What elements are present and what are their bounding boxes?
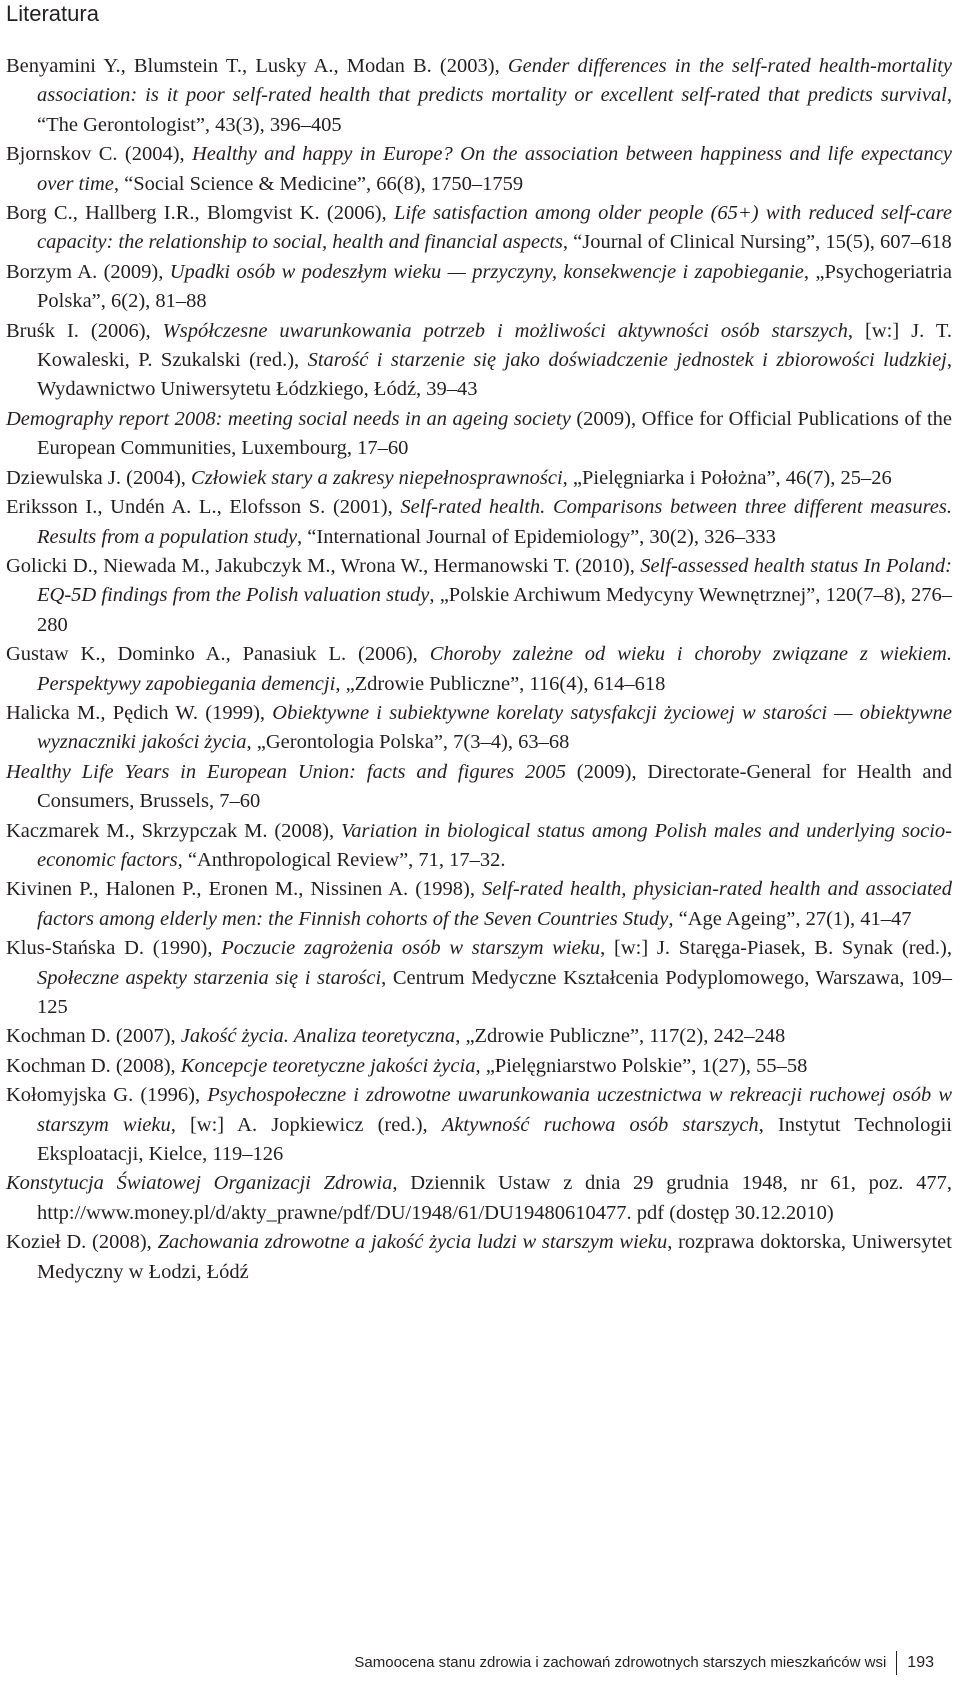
reference-entry <box>6 199 952 258</box>
reference-title-text: Człowiek stary a zakresy niepełnosprawności <box>191 466 563 489</box>
section-heading: Literatura <box>6 1 99 26</box>
reference-entry <box>6 1228 952 1287</box>
reference-text: Kivinen P., Halonen P., Eronen M., Nissinen A. (1998), <box>6 878 483 901</box>
reference-text: Kozieł D. (2008), <box>6 1231 158 1254</box>
reference-entry <box>6 1081 952 1169</box>
reference-text: Kołomyjska G. (1996), <box>6 1084 208 1107</box>
reference-title-text: Healthy Life Years in European Union: facts and figures 2005 <box>6 760 566 783</box>
reference-entry <box>6 405 952 464</box>
reference-text: Eriksson I., Undén A. L., Elofsson S. (2001), <box>6 496 401 519</box>
reference-title-text: Variation in biological status among Polish males and underlying socio-economic factors <box>37 819 952 871</box>
reference-entry <box>6 317 952 405</box>
reference-entry <box>6 875 952 934</box>
reference-text: , „Psychogeriatria Polska”, 6(2), 81–88 <box>37 260 952 313</box>
reference-entry <box>6 552 952 640</box>
reference-text: , “International Journal of Epidemiology”, 30(2), 326–333 <box>297 525 776 548</box>
reference-text: , “Journal of Clinical Nursing”, 15(5), 607–618 <box>562 231 952 254</box>
reference-title-text: Konstytucja Światowej Organizacji Zdrowia <box>6 1172 393 1195</box>
reference-title-text: Self-rated health. Comparisons between three different measures. Results from a population study <box>37 496 952 548</box>
reference-text: , „Zdrowie Publiczne”, 117(2), 242–248 <box>455 1025 786 1048</box>
reference-entry <box>6 1052 952 1081</box>
reference-title-text: Healthy and happy in Europe? On the association between happiness and life expectancy over time <box>37 143 952 195</box>
reference-title-text: Jakość życia. Analiza teoretyczna <box>180 1025 456 1048</box>
reference-text: Benyamini Y., Blumstein T., Lusky A., Modan B. (2003), <box>6 55 508 77</box>
reference-title-text: Self-assessed health status In Poland: EQ-5D findings from the Polish valuation study <box>37 554 952 607</box>
running-title: Samoocena stanu zdrowia i zachowań zdrowotnych starszych mieszkańców wsi <box>354 1654 887 1671</box>
reference-text: Gustaw K., Dominko A., Panasiuk L. (2006), <box>6 643 430 666</box>
reference-title-text: Starość i starzenie się jako doświadczenie jednostek i zbiorowości ludzkiej <box>307 349 947 372</box>
reference-text: Klus-Stańska D. (1990), <box>6 937 222 960</box>
reference-title-text: Upadki osób w podeszłym wieku — przyczyny, konsekwencje i zapobieganie <box>169 260 804 283</box>
reference-text: , „Zdrowie Publiczne”, 116(4), 614–618 <box>335 672 666 695</box>
reference-list <box>6 52 952 1287</box>
reference-text: , „Pielęgniarstwo Polskie”, 1(27), 55–58 <box>475 1054 808 1077</box>
reference-text: Borzym A. (2009), <box>6 260 170 283</box>
reference-text: Dziewulska J. (2004), <box>6 466 192 489</box>
reference-text: , „Gerontologia Polska”, 7(3–4), 63–68 <box>246 731 570 754</box>
reference-title-text: Zachowania zdrowotne a jakość życia ludzi w starszym wieku <box>157 1231 668 1254</box>
reference-title-text: Współczesne uwarunkowania potrzeb i możliwości aktywności osób starszych <box>162 319 848 342</box>
reference-text: , Centrum Medyczne Kształcenia Podyplomowego, Warszawa, 109–125 <box>37 966 952 1018</box>
reference-entry <box>6 1022 952 1051</box>
reference-text: , Instytut Technologii Eksploatacji, Kielce, 119–126 <box>37 1113 952 1166</box>
reference-text: Kaczmarek M., Skrzypczak M. (2008), <box>6 819 342 842</box>
reference-text: Kochman D. (2008), <box>6 1054 181 1077</box>
reference-text: Halicka M., Pędich W. (1999), <box>6 701 273 724</box>
reference-text: Bjornskov C. (2004), <box>6 143 192 166</box>
reference-title-text: Obiektywne i subiektywne korelaty satysfakcji życiowej w starości — obiektywne wyznaczniki jakości życia <box>37 701 953 754</box>
reference-text: , rozprawa doktorska, Uniwersytet Medyczny w Łodzi, Łódź <box>37 1231 952 1283</box>
reference-text: , [w:] A. Jopkiewicz (red.), <box>170 1113 442 1136</box>
reference-entry <box>6 640 952 699</box>
reference-title-text: Koncepcje teoretyczne jakości życia <box>180 1054 476 1077</box>
reference-text: , Dziennik Ustaw z dnia 29 grudnia 1948, nr 61, poz. 477, http://www.money.pl/d/akty_prawne/pdf/DU/1948/61/DU19480610477. pdf (dostęp 30.12.2010) <box>37 1172 952 1224</box>
reference-text: , [w:] J. T. Kowaleski, P. Szukalski (red.), <box>37 319 952 372</box>
reference-entry <box>6 699 952 758</box>
reference-title-text: Choroby zależne od wieku i choroby związane z wiekiem. Perspektywy zapobiegania demencji <box>37 643 952 695</box>
reference-text: Borg C., Hallberg I.R., Blomgvist K. (2006), <box>6 202 394 225</box>
reference-entry <box>6 464 952 493</box>
reference-title-text: Gender differences in the self-rated health-mortality association: is it poor self-rated health that predicts mortality or excellent self-rated that predicts survival <box>37 55 952 107</box>
reference-title-text: Aktywność ruchowa osób starszych <box>441 1113 759 1136</box>
reference-entry <box>6 758 952 817</box>
reference-title-text: Self-rated health, physician-rated health and associated factors among elderly men: the Finnish cohorts of the Seven Countries Study <box>37 878 952 930</box>
reference-text: , “Age Ageing”, 27(1), 41–47 <box>668 907 912 930</box>
reference-title-text: Poczucie zagrożenia osób w starszym wieku <box>221 937 601 960</box>
reference-entry <box>6 934 952 1022</box>
reference-entry <box>6 1169 952 1228</box>
reference-text: , „Pielęgniarka i Położna”, 46(7), 25–26 <box>562 466 892 489</box>
reference-title-text: Demography report 2008: meeting social needs in an ageing society <box>6 407 571 430</box>
reference-text: (2009), Directorate-General for Health and Consumers, Brussels, 7–60 <box>37 760 952 813</box>
reference-text: , “The Gerontologist”, 43(3), 396–405 <box>37 84 952 136</box>
reference-text: , [w:] J. Staręga-Piasek, B. Synak (red.), <box>600 937 952 960</box>
reference-title-text: Społeczne aspekty starzenia się i starości <box>37 966 382 989</box>
footer-divider <box>896 1651 897 1675</box>
reference-text: , “Anthropological Review”, 71, 17–32. <box>177 848 506 871</box>
reference-entry <box>6 493 952 552</box>
reference-text: Bruśk I. (2006), <box>6 319 163 342</box>
reference-text: , “Social Science & Medicine”, 66(8), 1750–1759 <box>113 172 524 195</box>
reference-text: Kochman D. (2007), <box>6 1025 181 1048</box>
reference-entry <box>6 258 952 317</box>
reference-text: , Wydawnictwo Uniwersytetu Łódzkiego, Łódź, 39–43 <box>37 349 952 401</box>
page-footer <box>354 1651 934 1675</box>
reference-title-text: Life satisfaction among older people (65+) with reduced self-care capacity: the relationship to social, health and financial aspects <box>37 202 953 254</box>
reference-entry <box>6 140 952 199</box>
page-number: 193 <box>907 1654 934 1671</box>
reference-entry <box>6 817 952 876</box>
reference-text: (2009), Office for Official Publications of the European Communities, Luxembourg, 17–60 <box>37 407 953 460</box>
reference-text: , „Polskie Archiwum Medycyny Wewnętrznej”, 120(7–8), 276–280 <box>37 584 952 636</box>
reference-title-text: Psychospołeczne i zdrowotne uwarunkowania uczestnictwa w rekreacji ruchowej osób w starszym wieku <box>37 1084 952 1136</box>
reference-entry <box>6 52 952 140</box>
reference-text: Golicki D., Niewada M., Jakubczyk M., Wrona W., Hermanowski T. (2010), <box>6 554 641 577</box>
